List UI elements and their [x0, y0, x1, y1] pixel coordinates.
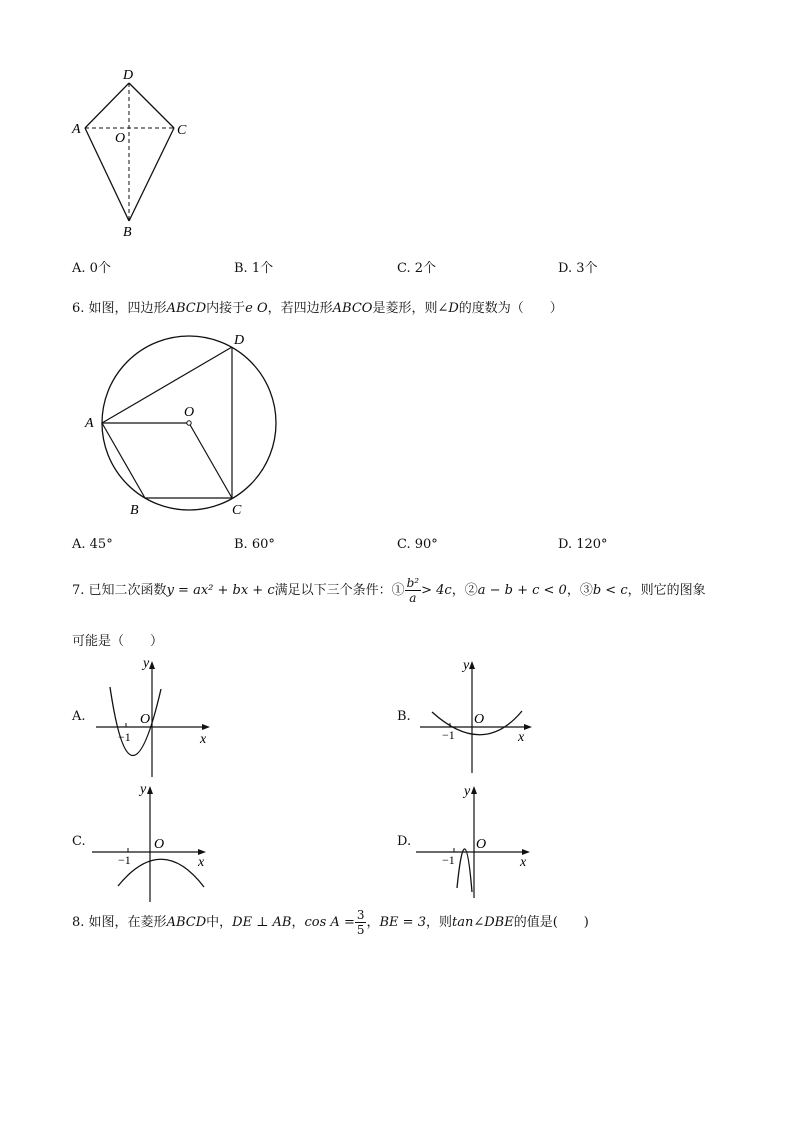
axis-y-label: y: [140, 782, 147, 797]
label-a: A: [72, 122, 81, 137]
q7-stem-line2: 可能是（ ）: [72, 634, 164, 649]
minus-one-label: −1: [442, 728, 455, 742]
axis-x-label: x: [520, 855, 527, 870]
q8-stem: 8. 如图，在菱形ABCD中，DE ⊥ AB，cos A = $\frac{3}{5}$ ，BE = 3，则tan∠DBE的值是( ): [72, 908, 589, 937]
axis-x-label: x: [518, 730, 525, 745]
minus-one-label: −1: [442, 853, 455, 867]
graph-c: [88, 780, 218, 905]
q7-option-b-label: B.: [397, 709, 411, 724]
q6-option-c: C. 90°: [397, 537, 438, 552]
origin-label: O: [154, 837, 165, 852]
graph-b: [412, 655, 542, 780]
axis-y-label: y: [464, 784, 471, 799]
q7-number: 7.: [72, 583, 85, 598]
q8-number: 8.: [72, 915, 85, 930]
q6-number: 6.: [72, 301, 85, 316]
q7-option-c-label: C.: [72, 834, 86, 849]
q7-option-a-label: A.: [72, 709, 86, 724]
axis-y-label: y: [463, 658, 470, 673]
q5-option-d: D. 3个: [558, 261, 598, 276]
q7-stem: 7. 已知二次函数y = ax² + bx + c满足以下三个条件：① $\frac{\text{b²}}{a}$ > 4c，②a − b + c < 0，③b < c，则它的图象: [72, 576, 706, 605]
q5-option-b: B. 1个: [234, 261, 274, 276]
kite-figure: [66, 64, 206, 242]
label-c: C: [177, 123, 187, 138]
q5-option-c: C. 2个: [397, 261, 437, 276]
q7-fraction: $\frac{\text{b²}}{a}$: [406, 576, 420, 605]
label-a: A: [85, 416, 94, 431]
label-d: D: [234, 333, 245, 348]
axis-y-label: y: [143, 656, 150, 671]
circle-figure: [80, 328, 290, 520]
axis-x-label: x: [198, 855, 205, 870]
minus-one-label: −1: [118, 853, 131, 867]
q8-fraction: $\frac{3}{5}$: [356, 908, 365, 937]
q6-option-d: D. 120°: [558, 537, 608, 552]
q6-option-a: A. 45°: [72, 537, 113, 552]
minus-one-label: −1: [118, 730, 131, 744]
label-b: B: [123, 225, 132, 240]
q6-option-b: B. 60°: [234, 537, 275, 552]
label-o: O: [184, 405, 195, 420]
origin-label: O: [140, 712, 151, 727]
origin-label: O: [474, 712, 485, 727]
label-d: D: [123, 68, 134, 83]
label-o: O: [115, 131, 126, 146]
q6-stem: 6. 如图，四边形ABCD内接于e O，若四边形ABCO是菱形，则∠D的度数为（ ）: [72, 301, 563, 316]
label-b: B: [130, 503, 139, 518]
graph-a: [88, 655, 218, 780]
label-c: C: [232, 503, 242, 518]
q7-option-d-label: D.: [397, 834, 412, 849]
origin-label: O: [476, 837, 487, 852]
q5-option-a: A. 0个: [72, 261, 111, 276]
graph-d: [412, 780, 542, 905]
axis-x-label: x: [200, 732, 207, 747]
